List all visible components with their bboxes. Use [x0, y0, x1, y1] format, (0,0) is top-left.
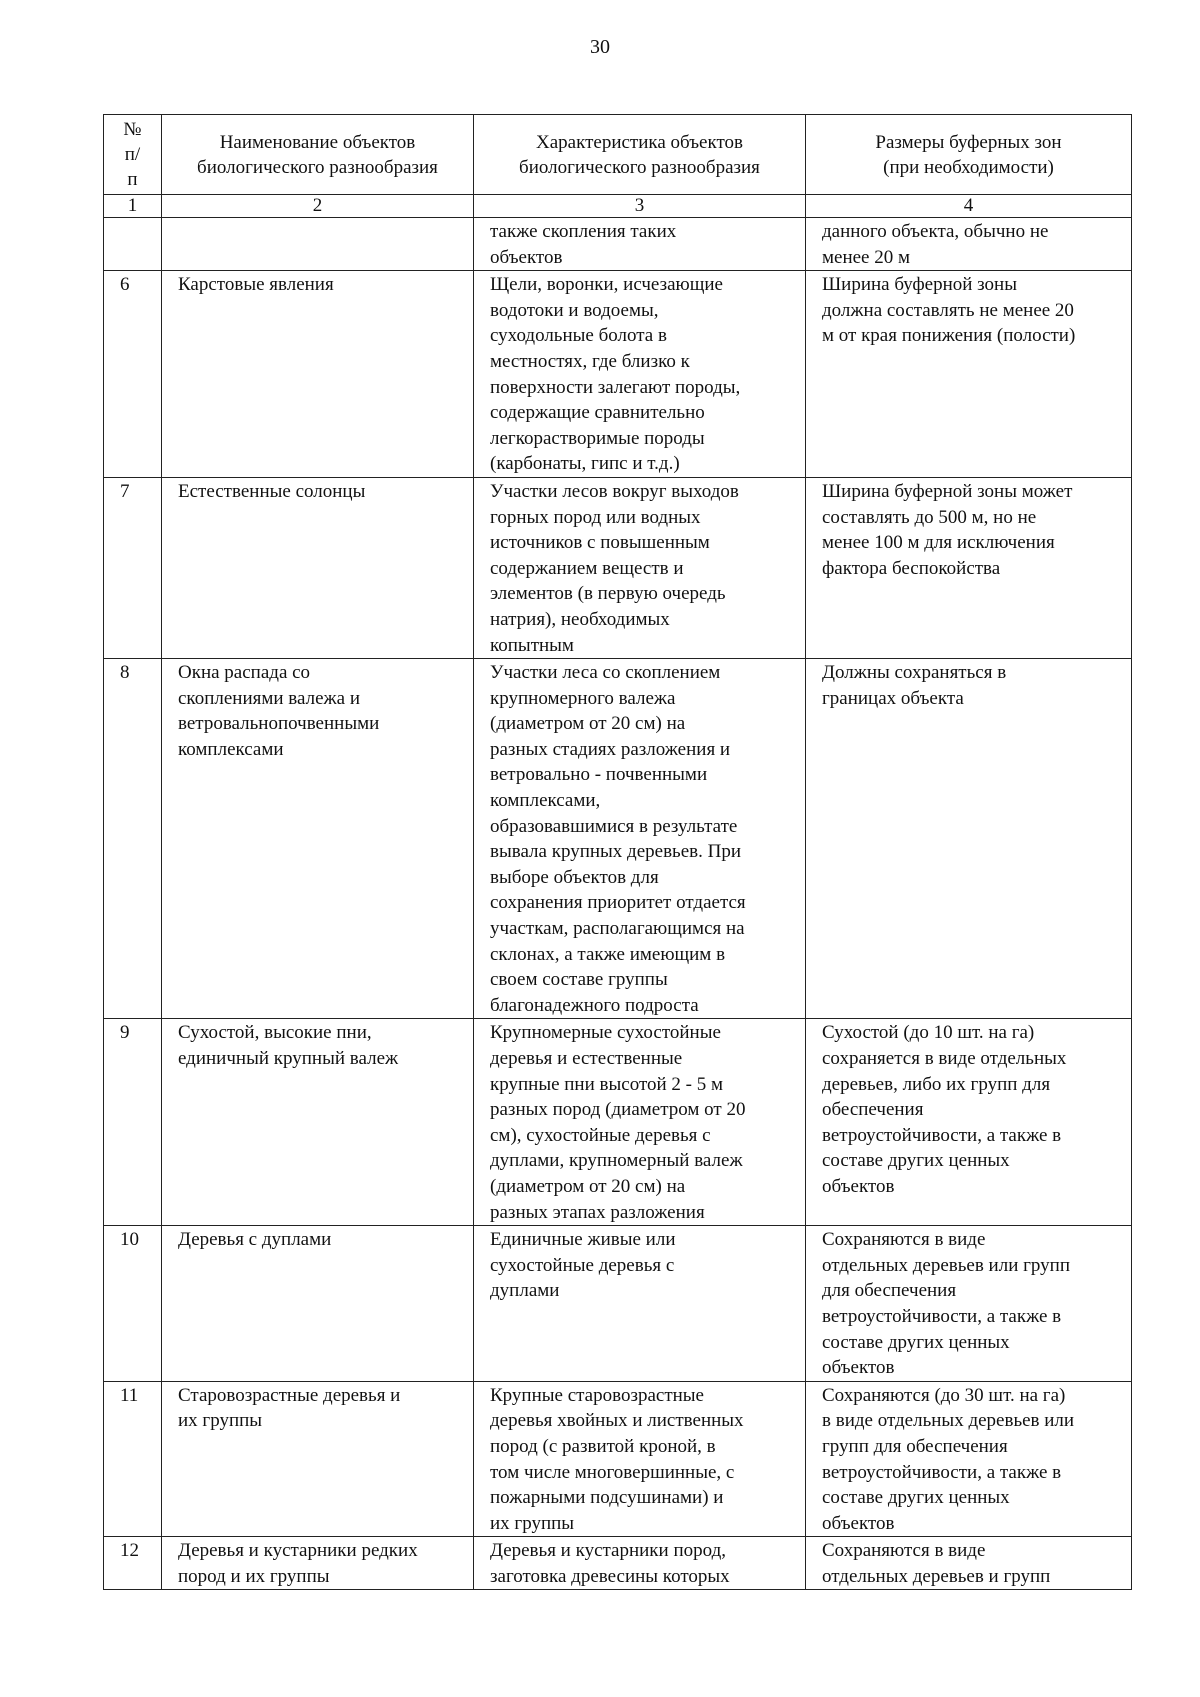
row-buffer: Ширина буферной зоны должна составлять не менее 20 м от края понижения (полости)	[806, 271, 1132, 478]
row-buffer: Сухостой (до 10 шт. на га) сохраняется в виде отдельных деревьев, либо их групп для обеспечения ветроустойчивости, а также в составе других ценных объектов	[806, 1019, 1132, 1226]
row-name: Деревья с дуплами	[162, 1226, 474, 1382]
row-name: Деревья и кустарники редких пород и их группы	[162, 1537, 474, 1590]
table-row	[104, 477, 1132, 658]
column-index: 4	[806, 195, 1132, 218]
header-buffer-zone: Размеры буферных зон (при необходимости)	[806, 115, 1132, 195]
row-number: 10	[104, 1226, 162, 1382]
row-characteristic: Единичные живые или сухостойные деревья с дуплами	[474, 1226, 806, 1382]
page-number: 30	[590, 36, 610, 58]
table-row	[104, 1381, 1132, 1537]
row-buffer: Сохраняются в виде отдельных деревьев или групп для обеспечения ветроустойчивости, а также в составе других ценных объектов	[806, 1226, 1132, 1382]
column-index-row	[104, 195, 1132, 218]
table-row	[104, 659, 1132, 1019]
table-row	[104, 271, 1132, 478]
row-characteristic: также скопления таких объектов	[474, 218, 806, 271]
row-characteristic: Участки леса со скоплением крупномерного валежа (диаметром от 20 см) на разных стадиях разложения и ветровально - почвенными комплексами, образовавшимися в результате вывала крупных деревьев. При выборе объектов для сохранения приоритет отдается участкам, располагающимся на склонах, а также имеющим в своем составе группы благонадежного подроста	[474, 659, 806, 1019]
row-characteristic: Щели, воронки, исчезающие водотоки и водоемы, суходольные болота в местностях, где близко к поверхности залегают породы, содержащие сравнительно легкорастворимые породы (карбонаты, гипс и т.д.)	[474, 271, 806, 478]
column-index: 3	[474, 195, 806, 218]
column-index: 2	[162, 195, 474, 218]
row-buffer: данного объекта, обычно не менее 20 м	[806, 218, 1132, 271]
row-buffer: Ширина буферной зоны может составлять до 500 м, но не менее 100 м для исключения фактора беспокойства	[806, 477, 1132, 658]
row-number: 7	[104, 477, 162, 658]
row-characteristic: Участки лесов вокруг выходов горных пород или водных источников с повышенным содержанием веществ и элементов (в первую очередь натрия), необходимых копытным	[474, 477, 806, 658]
row-number: 9	[104, 1019, 162, 1226]
row-number: 6	[104, 271, 162, 478]
row-number: 12	[104, 1537, 162, 1590]
header-object-name: Наименование объектов биологического разнообразия	[162, 115, 474, 195]
row-buffer: Должны сохраняться в границах объекта	[806, 659, 1132, 1019]
table-row	[104, 218, 1132, 271]
table-row	[104, 1019, 1132, 1226]
row-number	[104, 218, 162, 271]
row-name: Старовозрастные деревья и их группы	[162, 1381, 474, 1537]
row-number: 11	[104, 1381, 162, 1537]
biodiversity-table	[103, 114, 1132, 1590]
header-number: № п/ п	[104, 115, 162, 195]
column-index: 1	[104, 195, 162, 218]
row-name: Окна распада со скоплениями валежа и ветровальнопочвенными комплексами	[162, 659, 474, 1019]
header-row	[104, 115, 1132, 195]
row-characteristic: Крупномерные сухостойные деревья и естественные крупные пни высотой 2 - 5 м разных пород (диаметром от 20 см), сухостойные деревья с дуплами, крупномерный валеж (диаметром от 20 см) на разных этапах разложения	[474, 1019, 806, 1226]
row-name: Сухостой, высокие пни, единичный крупный валеж	[162, 1019, 474, 1226]
row-name: Естественные солонцы	[162, 477, 474, 658]
row-name: Карстовые явления	[162, 271, 474, 478]
table-row	[104, 1226, 1132, 1382]
row-buffer: Сохраняются (до 30 шт. на га) в виде отдельных деревьев или групп для обеспечения ветроустойчивости, а также в составе других ценных объектов	[806, 1381, 1132, 1537]
table-row	[104, 1537, 1132, 1590]
row-characteristic: Крупные старовозрастные деревья хвойных и лиственных пород (с развитой кроной, в том числе многовершинные, с пожарными подсушинами) и их группы	[474, 1381, 806, 1537]
row-characteristic: Деревья и кустарники пород, заготовка древесины которых	[474, 1537, 806, 1590]
header-characteristic: Характеристика объектов биологического разнообразия	[474, 115, 806, 195]
row-name	[162, 218, 474, 271]
row-buffer: Сохраняются в виде отдельных деревьев и групп	[806, 1537, 1132, 1590]
row-number: 8	[104, 659, 162, 1019]
